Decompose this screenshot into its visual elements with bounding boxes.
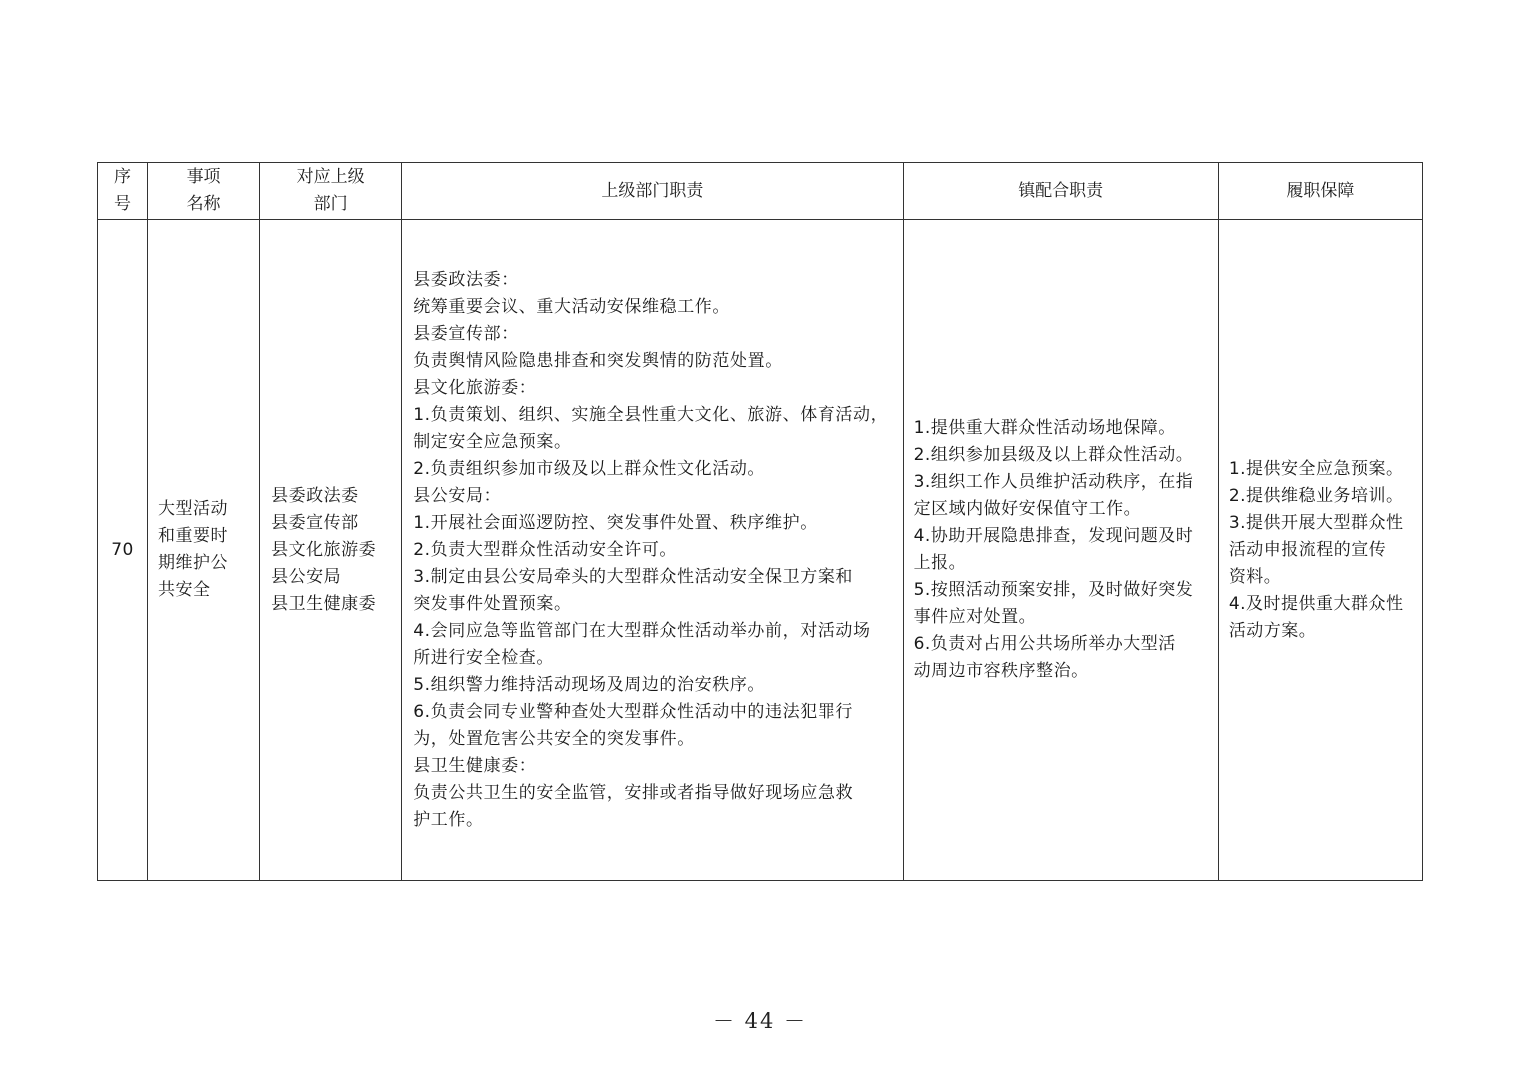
town-duty-line: 上报。 bbox=[913, 553, 967, 573]
table-row bbox=[98, 220, 1423, 881]
header-item-name bbox=[148, 163, 260, 220]
table-header-row bbox=[98, 163, 1423, 220]
item-line: 期维护公 bbox=[158, 553, 229, 573]
row-item-name bbox=[148, 220, 260, 881]
row-town-duties bbox=[903, 220, 1218, 881]
duty-table bbox=[97, 162, 1423, 881]
item-line: 共安全 bbox=[158, 580, 211, 600]
town-duty-line: 1.提供重大群众性活动场地保障。 bbox=[913, 418, 1176, 438]
row-guarantee bbox=[1218, 220, 1422, 881]
upper-duty-line: 为，处置危害公共安全的突发事件。 bbox=[413, 728, 695, 749]
header-guarantee: 履职保障 bbox=[1218, 163, 1422, 220]
town-duty-line: 动周边市容秩序整治。 bbox=[913, 661, 1089, 681]
upper-duty-line: 统筹重要会议、重大活动安保维稳工作。 bbox=[413, 296, 731, 317]
dept-line: 县委宣传部 bbox=[271, 512, 359, 533]
header-seq-line: 序 bbox=[114, 167, 132, 187]
guarantee-line: 4.及时提供重大群众性 bbox=[1228, 593, 1404, 614]
town-duty-line: 4.协助开展隐患排查，发现问题及时 bbox=[913, 526, 1194, 546]
header-upper-dept bbox=[260, 163, 402, 220]
dept-line: 县卫生健康委 bbox=[271, 593, 377, 614]
upper-duty-line: 县卫生健康委： bbox=[413, 755, 537, 776]
row-seq: 70 bbox=[98, 220, 148, 881]
dept-line: 县文化旅游委 bbox=[271, 539, 377, 560]
upper-duty-line: 负责舆情风险隐患排查和突发舆情的防范处置。 bbox=[413, 350, 783, 371]
town-duty-line: 2.组织参加县级及以上群众性活动。 bbox=[913, 445, 1194, 465]
header-upper-duties: 上级部门职责 bbox=[402, 163, 903, 220]
item-line: 大型活动 bbox=[158, 499, 229, 519]
header-town-duties: 镇配合职责 bbox=[903, 163, 1218, 220]
upper-duty-line: 2.负责组织参加市级及以上群众性文化活动。 bbox=[413, 458, 766, 479]
guarantee-line: 1.提供安全应急预案。 bbox=[1228, 458, 1404, 479]
upper-duty-line: 5.组织警力维持活动现场及周边的治安秩序。 bbox=[413, 674, 766, 695]
dept-line: 县公安局 bbox=[271, 566, 342, 587]
upper-duty-line: 6.负责会同专业警种查处大型群众性活动中的违法犯罪行 bbox=[413, 701, 854, 722]
upper-duty-line: 3.制定由县公安局牵头的大型群众性活动安全保卫方案和 bbox=[413, 566, 854, 587]
upper-duty-line: 县文化旅游委： bbox=[413, 377, 537, 398]
guarantee-line: 资料。 bbox=[1228, 566, 1282, 587]
header-item-line: 事项 bbox=[186, 167, 221, 187]
upper-duty-line: 4.会同应急等监管部门在大型群众性活动举办前，对活动场 bbox=[413, 620, 871, 641]
page-number: － 44 － bbox=[712, 1009, 808, 1033]
dept-line: 县委政法委 bbox=[271, 485, 359, 506]
upper-duty-line: 制定安全应急预案。 bbox=[413, 431, 572, 452]
upper-duty-line: 县委政法委： bbox=[413, 269, 519, 290]
guarantee-line: 活动申报流程的宣传 bbox=[1228, 539, 1387, 560]
upper-duty-line: 所进行安全检查。 bbox=[413, 647, 555, 668]
header-seq bbox=[98, 163, 148, 220]
header-dept-line: 对应上级 bbox=[296, 167, 365, 187]
upper-duty-line: 负责公共卫生的安全监管，安排或者指导做好现场应急救 bbox=[413, 782, 854, 803]
row-upper-duties bbox=[402, 220, 903, 881]
upper-duty-line: 2.负责大型群众性活动安全许可。 bbox=[413, 539, 678, 560]
upper-duty-line: 突发事件处置预案。 bbox=[413, 593, 572, 614]
header-item-line: 名称 bbox=[186, 194, 221, 214]
upper-duty-line: 1.开展社会面巡逻防控、突发事件处置、秩序维护。 bbox=[413, 512, 818, 533]
town-duty-line: 事件应对处置。 bbox=[913, 607, 1037, 627]
item-line: 和重要时 bbox=[158, 526, 229, 546]
town-duty-line: 定区域内做好安保值守工作。 bbox=[913, 499, 1142, 519]
guarantee-line: 2.提供维稳业务培训。 bbox=[1228, 485, 1404, 506]
town-duty-line: 5.按照活动预案安排，及时做好突发 bbox=[913, 580, 1194, 600]
upper-duty-line: 护工作。 bbox=[413, 809, 484, 830]
header-seq-line: 号 bbox=[114, 194, 132, 214]
header-dept-line: 部门 bbox=[313, 194, 348, 214]
town-duty-line: 3.组织工作人员维护活动秩序，在指 bbox=[913, 472, 1194, 492]
upper-duty-line: 县公安局： bbox=[413, 485, 502, 506]
upper-duty-line: 县委宣传部： bbox=[413, 323, 519, 344]
town-duty-line: 6.负责对占用公共场所举办大型活 bbox=[913, 634, 1176, 654]
upper-duty-line: 1.负责策划、组织、实施全县性重大文化、旅游、体育活动， bbox=[413, 404, 889, 425]
row-depts bbox=[260, 220, 402, 881]
guarantee-line: 3.提供开展大型群众性 bbox=[1228, 512, 1404, 533]
guarantee-line: 活动方案。 bbox=[1228, 620, 1317, 641]
